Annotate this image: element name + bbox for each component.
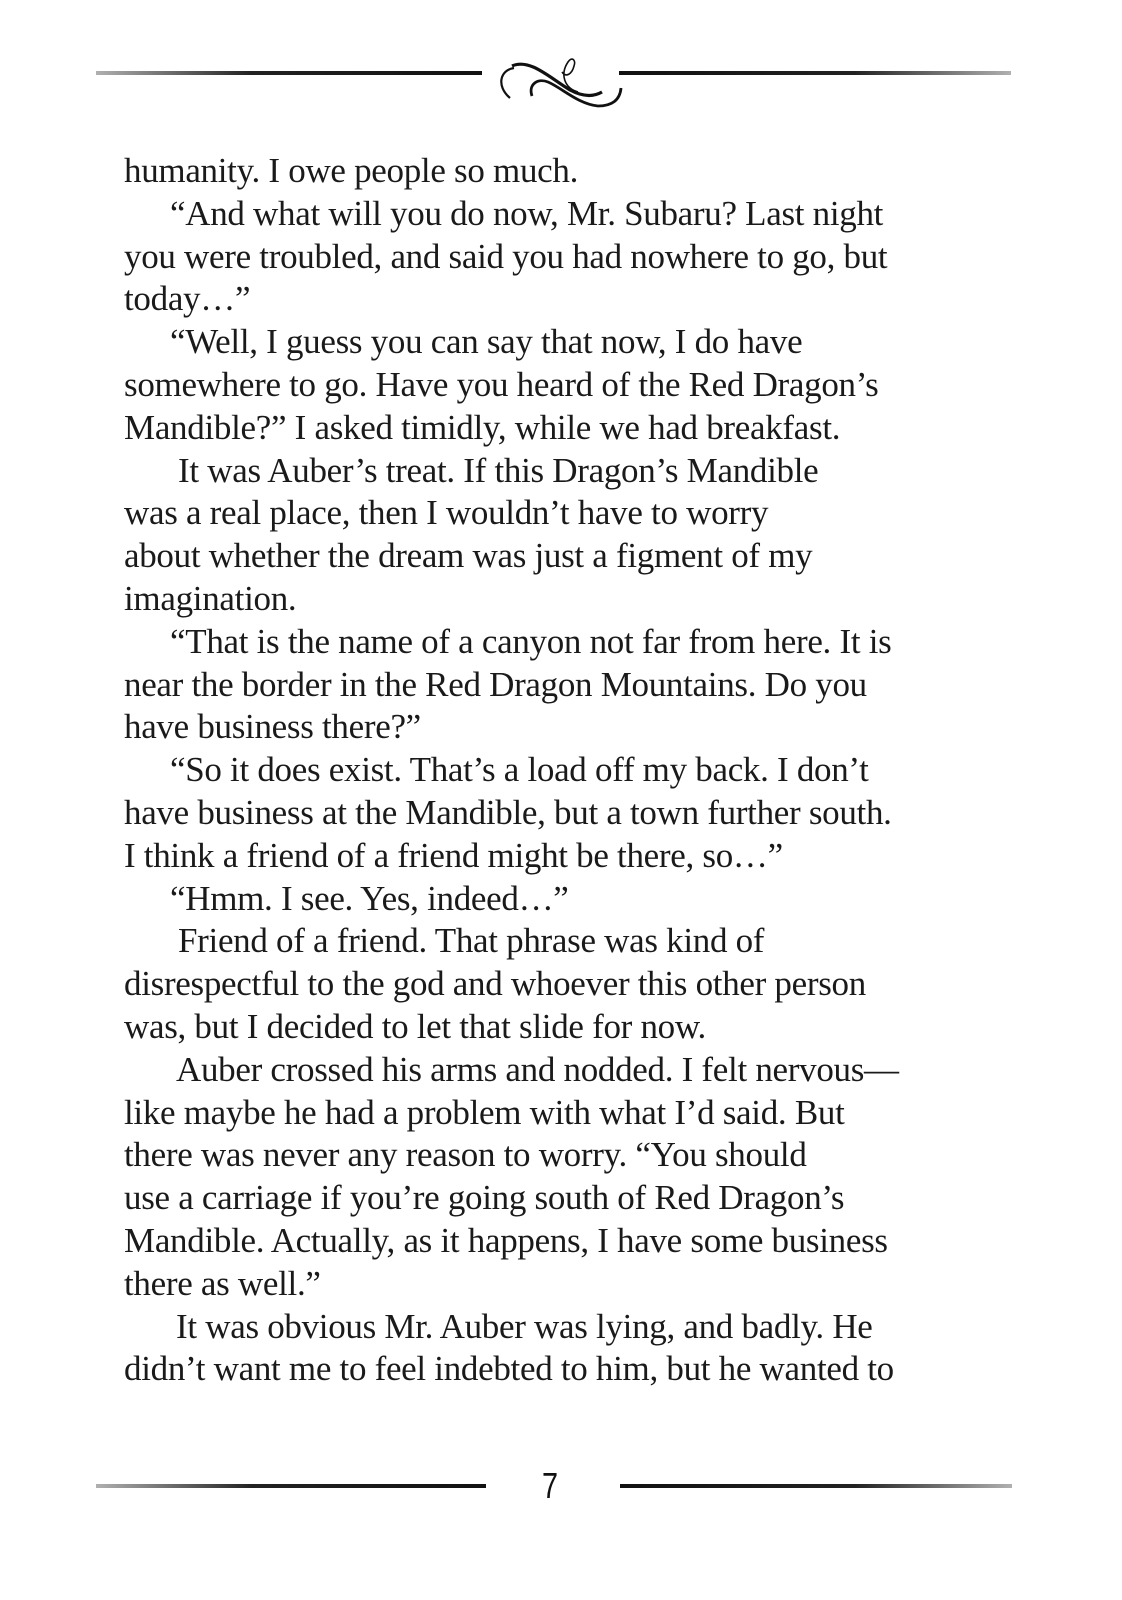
header-rule-right xyxy=(619,71,1011,75)
text-line: It was obvious Mr. Auber was lying, and badly. He xyxy=(176,1306,873,1346)
text-line: “Hmm. I see. Yes, indeed…” xyxy=(170,878,569,918)
text-line: have business at the Mandible, but a town further south. xyxy=(124,792,892,832)
page-number: 7 xyxy=(541,1465,559,1506)
text-line: somewhere to go. Have you heard of the Red Dragon’s xyxy=(124,364,879,404)
text-line: near the border in the Red Dragon Mountains. Do you xyxy=(124,664,867,704)
flourish-ornament-icon xyxy=(490,48,630,108)
text-line: have business there?” xyxy=(124,707,421,747)
page-body-text xyxy=(124,150,964,1391)
footer-rule-left xyxy=(96,1484,486,1488)
text-line: about whether the dream was just a figment of my xyxy=(124,536,813,576)
text-line: there was never any reason to worry. “You should xyxy=(124,1135,807,1175)
text-line: there as well.” xyxy=(124,1263,321,1303)
text-line: disrespectful to the god and whoever this other person xyxy=(124,964,866,1004)
text-line: today…” xyxy=(124,279,251,319)
footer-rule-right xyxy=(620,1484,1012,1488)
text-line: I think a friend of a friend might be there, so…” xyxy=(124,835,783,875)
text-line: humanity. I owe people so much. xyxy=(124,151,579,190)
text-line: was a real place, then I wouldn’t have to worry xyxy=(124,493,769,533)
text-line: use a carriage if you’re going south of Red Dragon’s xyxy=(124,1178,845,1218)
text-line: Friend of a friend. That phrase was kind of xyxy=(178,921,765,961)
text-line: “So it does exist. That’s a load off my back. I don’t xyxy=(170,750,869,790)
text-line: didn’t want me to feel indebted to him, but he wanted to xyxy=(124,1349,894,1389)
text-line: Auber crossed his arms and nodded. I felt nervous— xyxy=(176,1049,899,1089)
text-line: like maybe he had a problem with what I’d said. But xyxy=(124,1092,845,1132)
text-line: was, but I decided to let that slide for now. xyxy=(124,1006,706,1046)
text-line: Mandible. Actually, as it happens, I have some business xyxy=(124,1220,888,1260)
text-line: “That is the name of a canyon not far from here. It is xyxy=(170,621,892,661)
text-line: imagination. xyxy=(124,578,297,618)
text-line: “Well, I guess you can say that now, I do have xyxy=(170,322,803,362)
text-line: Mandible?” I asked timidly, while we had breakfast. xyxy=(124,407,841,447)
text-line: you were troubled, and said you had nowhere to go, but xyxy=(124,236,888,276)
text-line: It was Auber’s treat. If this Dragon’s Mandible xyxy=(178,450,819,490)
header-rule-left xyxy=(96,71,482,75)
text-line: “And what will you do now, Mr. Subaru? Last night xyxy=(170,193,884,233)
